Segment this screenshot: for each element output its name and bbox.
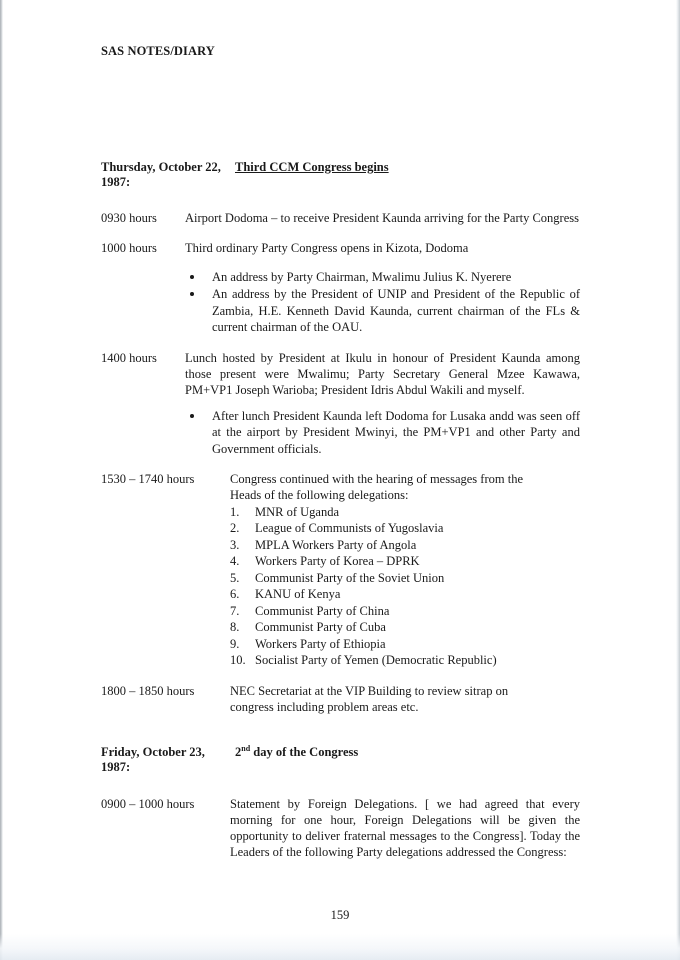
entry-content-1000 [185, 240, 580, 336]
day-title-friday [235, 745, 358, 760]
list-item [230, 619, 580, 636]
page-edge-shadow-bottom [0, 934, 680, 960]
entry-after-lunch [101, 408, 580, 457]
day-date-thursday: Thursday, October 22, 1987: [101, 160, 221, 189]
entry-0930 [101, 210, 580, 226]
bullet-list-after-lunch [185, 408, 580, 457]
entry-text-1000: Third ordinary Party Congress opens in Kizota, Dodoma [185, 241, 469, 255]
bullet-list-addresses [185, 269, 580, 335]
list-item [230, 570, 580, 587]
list-item [230, 636, 580, 653]
day-heading-thursday [101, 160, 580, 190]
list-item-number: 5. [230, 570, 240, 585]
entry-text-1530-line2: Heads of the following delegations: [230, 487, 409, 502]
entry-1000 [101, 240, 580, 336]
day-title-thursday: Third CCM Congress begins [235, 160, 389, 174]
entry-time-1800: 1800 – 1850 hours [101, 683, 195, 698]
document-body [101, 160, 580, 874]
list-item-number: 8. [230, 620, 240, 635]
day-title-friday-suffix: day of the Congress [250, 744, 359, 759]
list-item [230, 553, 580, 570]
list-item-number: 7. [230, 603, 240, 618]
list-item-label: Communist Party of Cuba [255, 620, 386, 635]
entry-text-1800-line2: congress including problem areas etc. [230, 699, 419, 714]
list-item-label: League of Communists of Yugoslavia [255, 521, 444, 536]
page-number: 159 [330, 908, 350, 922]
list-item-number: 4. [230, 554, 240, 569]
entry-time-1400: 1400 hours [101, 351, 157, 365]
list-item [230, 586, 580, 603]
list-item-label: MPLA Workers Party of Angola [255, 537, 417, 552]
entry-content-0930 [185, 210, 580, 226]
list-item-label: Workers Party of Ethiopia [255, 636, 386, 651]
day-date-friday: Friday, October 23, 1987: [101, 744, 205, 774]
list-item-label: MNR of Uganda [255, 504, 340, 519]
list-item-number: 9. [230, 636, 240, 651]
list-item-label: Communist Party of the Soviet Union [255, 570, 445, 585]
entry-content-1530 [230, 471, 580, 669]
list-item-label: Socialist Party of Yemen (Democratic Republic) [255, 653, 497, 668]
list-item-number: 6. [230, 587, 240, 602]
page-edge-shadow-left [0, 0, 3, 960]
list-item-label: KANU of Kenya [255, 587, 341, 602]
entry-time-0900: 0900 – 1000 hours [101, 796, 195, 811]
entry-1530 [101, 471, 580, 669]
list-item-label: Communist Party of China [255, 603, 390, 618]
delegation-list [230, 504, 580, 669]
list-item-number: 1. [230, 504, 240, 519]
list-item-number: 2. [230, 521, 240, 536]
entry-text-1400: Lunch hosted by President at Ikulu in honour of President Kaunda among those present were Mwalimu; Party Secretary General Mzee Kawawa, PM+VP1 Joseph Warioba; President Idris Abdul Wakili and myself. [185, 351, 580, 397]
entry-content-1800 [230, 683, 580, 715]
entry-1800 [101, 683, 580, 715]
ordinal-suffix: nd [241, 743, 251, 753]
entry-text-0930: Airport Dodoma – to receive President Kaunda arriving for the Party Congress [185, 211, 579, 225]
list-item [230, 504, 580, 521]
entry-time-1530: 1530 – 1740 hours [101, 471, 195, 486]
list-item [230, 652, 580, 669]
page-edge-shadow-right [676, 0, 680, 960]
list-item-number: 10. [230, 653, 246, 668]
list-item: An address by the President of UNIP and President of the Republic of Zambia, H.E. Kenneth David Kaunda, current chairman of the FLs & current chairman of the OAU. [185, 286, 580, 335]
entry-content-1400 [185, 350, 580, 398]
list-item [230, 537, 580, 554]
list-item [230, 603, 580, 620]
list-item [230, 520, 580, 537]
entry-text-1800-line1: NEC Secretariat at the VIP Building to review sitrap on [230, 683, 509, 698]
running-head: SAS NOTES/DIARY [101, 44, 215, 58]
entry-1400 [101, 350, 580, 398]
list-item-label: Workers Party of Korea – DPRK [255, 554, 420, 569]
entry-text-0900: Statement by Foreign Delegations. [ we had agreed that every morning for one hour, Foreign Delegations will be given the opportunity to deliver fraternal messages to the Congress]. Today the Leaders of the following Party delegations addressed the Congress: [230, 796, 580, 859]
list-item: An address by Party Chairman, Mwalimu Julius K. Nyerere [185, 269, 580, 285]
entry-text-1530-line1: Congress continued with the hearing of messages from the [230, 471, 523, 486]
entry-time-1000: 1000 hours [101, 241, 157, 255]
day-title-friday-prefix: 2 [235, 744, 242, 759]
entry-0900 [101, 796, 580, 860]
list-item-number: 3. [230, 537, 240, 552]
entry-content-0900 [230, 796, 580, 860]
list-item: After lunch President Kaunda left Dodoma for Lusaka andd was seen off at the airport by President Mwinyi, the PM+VP1 and other Party and Government officials. [185, 408, 580, 457]
day-heading-friday [101, 745, 580, 775]
entry-time-0930: 0930 hours [101, 211, 157, 225]
